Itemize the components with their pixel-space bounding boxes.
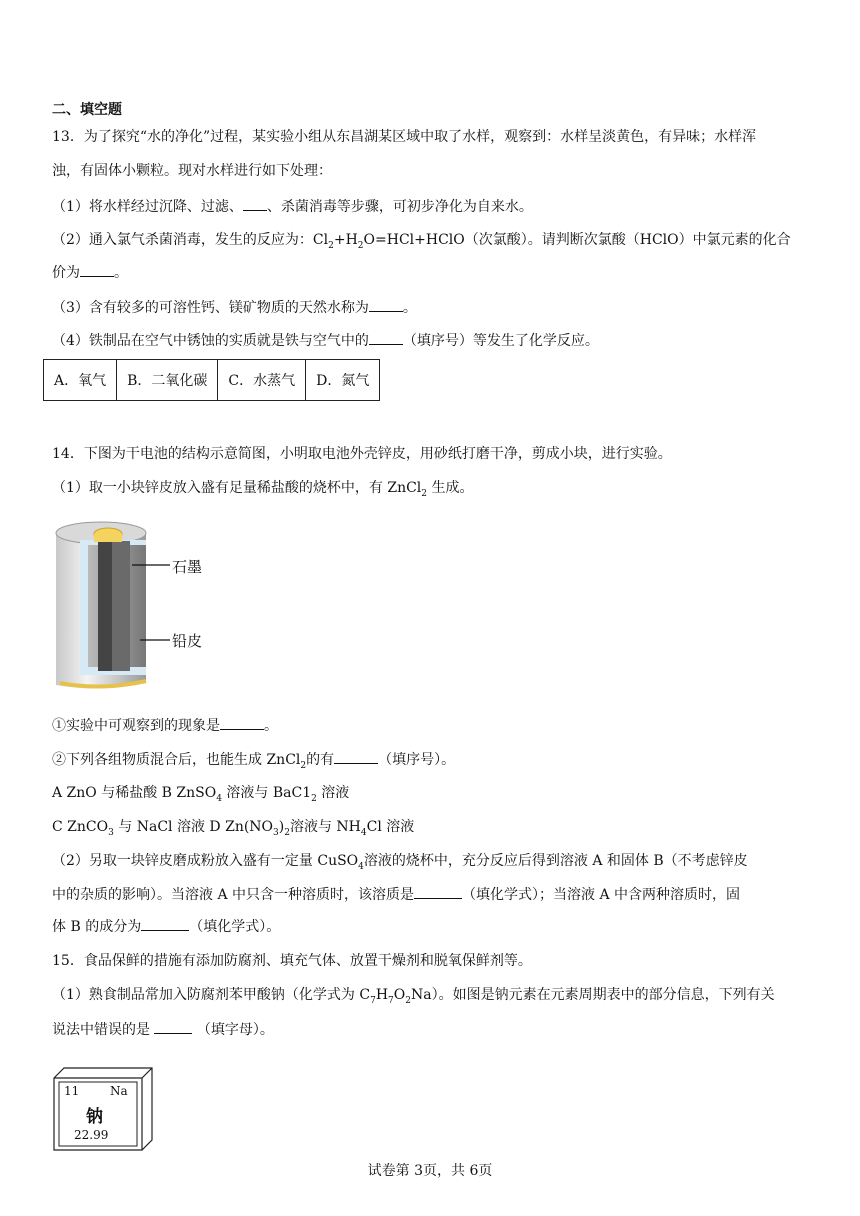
- option-b[interactable]: B．二氧化碳: [117, 360, 218, 401]
- answer-blank[interactable]: [414, 884, 462, 899]
- element-symbol: Na: [110, 1084, 128, 1098]
- answer-blank[interactable]: [141, 916, 189, 931]
- q14-part1: （1）取一小块锌皮放入盛有足量稀盐酸的烧杯中，有 ZnCl$_2$ 生成。: [52, 480, 474, 499]
- q13-part2: （2）通入氯气杀菌消毒，发生的反应为：$Cl_2+H_2O=HCl+HClO$（次氯酸）。请判断次氯酸（HClO）中氯元素的化合: [52, 232, 791, 251]
- answer-blank[interactable]: [154, 1019, 192, 1034]
- section-title: 二、填空题: [52, 102, 122, 118]
- q14-options-ab: A ZnO 与稀盐酸 B ZnSO$_4$ 溶液与 $BaC1_2$ 溶液: [52, 785, 350, 804]
- atomic-mass: 22.99: [74, 1128, 109, 1142]
- q15-part1-line2: 说法中错误的是 （填字母）。: [52, 1019, 274, 1040]
- option-c[interactable]: C．水蒸气: [218, 360, 306, 401]
- q13-part2-line2: 价为 。: [52, 262, 128, 283]
- answer-blank[interactable]: [334, 749, 378, 764]
- atomic-number: 11: [64, 1084, 80, 1098]
- battery-diagram: [50, 515, 220, 695]
- answer-blank[interactable]: [369, 330, 403, 345]
- sodium-element-cell: [52, 1066, 154, 1152]
- label-graphite: 石墨: [172, 558, 203, 576]
- option-a[interactable]: A．氧气: [44, 360, 117, 401]
- answer-blank[interactable]: [80, 262, 114, 277]
- q13-part1: （1）将水样经过沉降、过滤、 、杀菌消毒等步骤，可初步净化为自来水。: [52, 196, 533, 217]
- q15-part1: （1）熟食制品常加入防腐剂苯甲酸钠（化学式为 $C_7H_7O_2Na$）。如图是钠元素在元素周期表中的部分信息，下列有关: [52, 987, 775, 1006]
- q14-line1: 14．下图为干电池的结构示意简图，小明取电池外壳锌皮，用砂纸打磨干净，剪成小块，进行实验。: [52, 446, 672, 462]
- option-d[interactable]: D．氮气: [306, 360, 380, 401]
- q14-part2-line2: 中的杂质的影响）。当溶液 A 中只含一种溶质时，该溶质是 （填化学式）；当溶液 A 中含两种溶质时，固: [52, 884, 740, 905]
- answer-blank[interactable]: [220, 715, 264, 730]
- q14-part2-line1: （2）另取一块锌皮磨成粉放入盛有一定量 CuSO$_4$溶液的烧杯中，充分反应后得到溶液 A 和固体 B（不考虑锌皮: [52, 853, 748, 872]
- answer-blank[interactable]: [243, 196, 267, 211]
- q13-part4: （4）铁制品在空气中锈蚀的实质就是铁与空气中的 （填序号）等发生了化学反应。: [52, 330, 599, 351]
- answer-blank[interactable]: [369, 297, 403, 312]
- q14-sub2: ②下列各组物质混合后，也能生成 ZnCl$_2$的有 （填序号）。: [52, 749, 455, 776]
- label-zinc-shell: 铅皮: [172, 632, 203, 650]
- q13-options-table: [43, 359, 380, 401]
- element-name: 钠: [86, 1107, 103, 1127]
- q15-line1: 15．食品保鲜的措施有添加防腐剂、填充气体、放置干燥剂和脱氧保鲜剂等。: [52, 953, 532, 969]
- q13-line1: 13．为了探究“水的净化”过程，某实验小组从东昌湖某区域中取了水样，观察到：水样呈淡黄色，有异味；水样浑: [52, 129, 757, 145]
- q13-line2: 浊，有固体小颗粒。现对水样进行如下处理：: [52, 163, 332, 179]
- q14-options-cd: C ZnCO$_3$ 与 NaCl 溶液 D $Zn(NO_3)_2$溶液与 $NH_4Cl$ 溶液: [52, 819, 415, 838]
- q14-sub1: ①实验中可观察到的现象是 。: [52, 715, 278, 736]
- page-footer: 试卷第 3页，共 6页: [367, 1163, 493, 1179]
- q14-part2-line3: 体 B 的成分为 （填化学式）。: [52, 916, 280, 937]
- q13-part3: （3）含有较多的可溶性钙、镁矿物质的天然水称为 。: [52, 297, 417, 318]
